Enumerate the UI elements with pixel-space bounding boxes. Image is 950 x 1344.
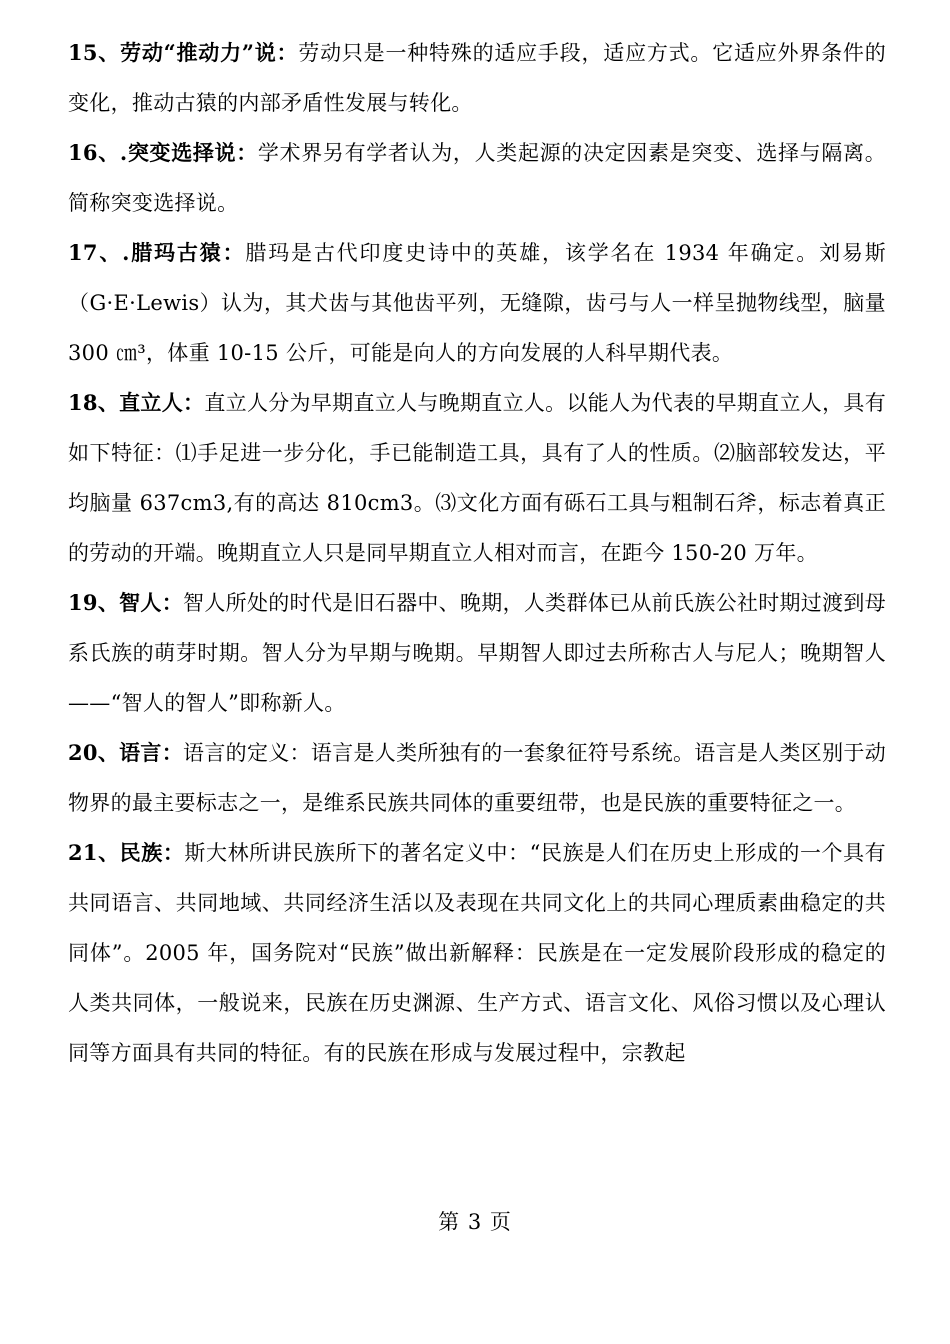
entry-21 (68, 828, 886, 1078)
entry-19 (68, 578, 886, 728)
entry-term: 18、直立人： (68, 390, 205, 415)
entry-15 (68, 28, 886, 128)
entry-body: 语言的定义：语言是人类所独有的一套象征符号系统。语言是人类区别于动物界的最主要标志之一，是维系民族共同体的重要纽带，也是民族的重要特征之一。 (68, 741, 886, 815)
entry-body: 学术界另有学者认为，人类起源的决定因素是突变、选择与隔离。简称突变选择说。 (68, 141, 886, 215)
entry-17 (68, 228, 886, 378)
entry-body: 劳动只是一种特殊的适应手段，适应方式。它适应外界条件的变化，推动古猿的内部矛盾性发展与转化。 (68, 41, 886, 115)
entry-term: 15、劳动“推动力”说： (68, 40, 299, 65)
entry-18 (68, 378, 886, 578)
entry-body: 智人所处的时代是旧石器中、晚期，人类群体已从前氏族公社时期过渡到母系氏族的萌芽时期。智人分为早期与晚期。早期智人即过去所称古人与尼人；晚期智人——“智人的智人”即称新人。 (68, 591, 886, 715)
entry-term: 20、语言： (68, 740, 184, 765)
page-number: 第 3 页 (438, 1210, 512, 1234)
entry-term: 21、民族： (68, 840, 185, 865)
entry-body: 腊玛是古代印度史诗中的英雄，该学名在 1934 年确定。刘易斯（G·E·Lewis）认为，其犬齿与其他齿平列，无缝隙，齿弓与人一样呈抛物线型，脑量 300 ㎝³，体重 10-15 公斤，可能是向人的方向发展的人科早期代表。 (68, 241, 887, 365)
document-body (68, 28, 886, 1078)
entry-term: 19、智人： (68, 590, 184, 615)
entry-body: 斯大林所讲民族所下的著名定义中：“民族是人们在历史上形成的一个具有共同语言、共同地域、共同经济生活以及表现在共同文化上的共同心理质素曲稳定的共同体”。2005 年，国务院对“民族”做出新解释：民族是在一定发展阶段形成的稳定的人类共同体，一般说来，民族在历史渊源、生产方式、语言文化、风俗习惯以及心理认同等方面具有共同的特征。有的民族在形成与发展过程中，宗教起 (68, 841, 886, 1065)
entry-20 (68, 728, 886, 828)
entry-body: 直立人分为早期直立人与晚期直立人。以能人为代表的早期直立人，具有如下特征：⑴手足进一步分化，手已能制造工具，具有了人的性质。⑵脑部较发达，平均脑量 637cm3,有的高达 810cm3。⑶文化方面有砾石工具与粗制石斧，标志着真正的劳动的开端。晚期直立人只是同早期直立人相对而言，在距今 150-20 万年。 (68, 391, 886, 565)
entry-16 (68, 128, 886, 228)
entry-term: 17、.腊玛古猿： (68, 240, 246, 265)
entry-term: 16、.突变选择说： (68, 140, 258, 165)
